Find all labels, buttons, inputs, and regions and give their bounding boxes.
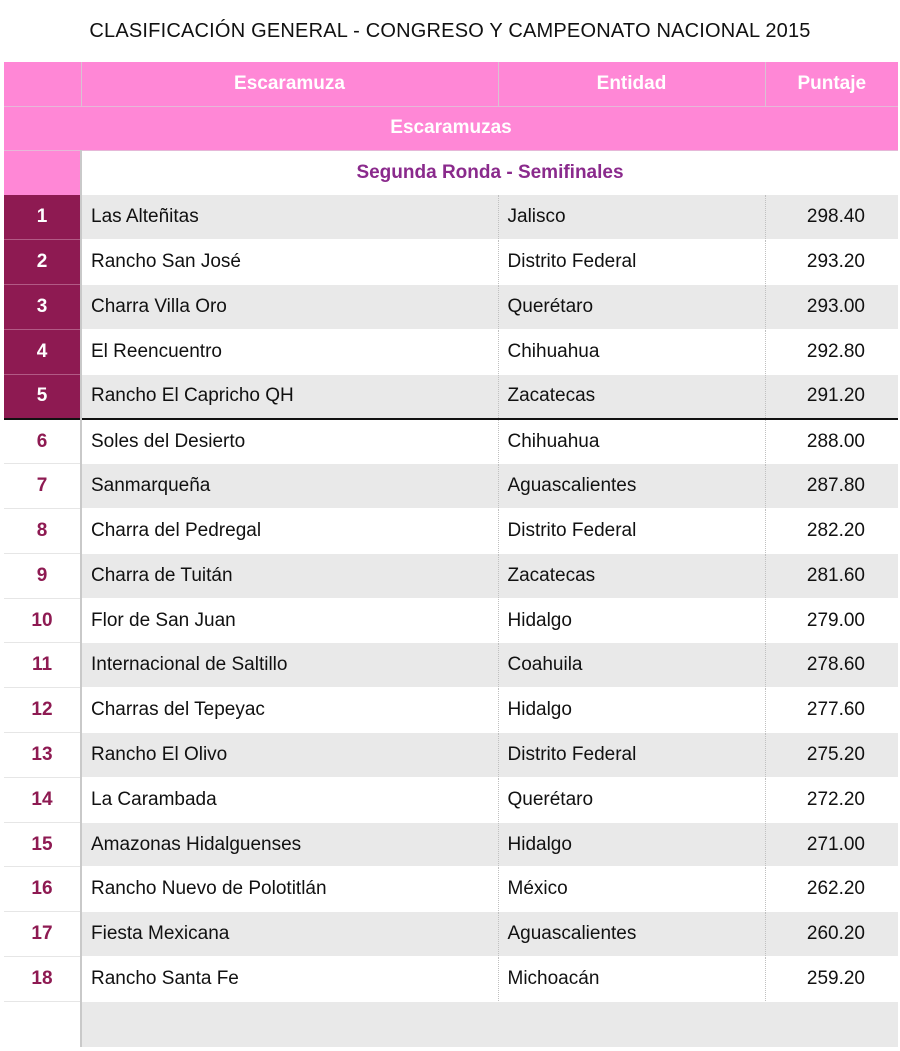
entity-cell: Jalisco (498, 195, 765, 240)
score-cell: 287.80 (765, 464, 898, 509)
rank-cell: 15 (4, 822, 81, 867)
score-cell: 277.60 (765, 688, 898, 733)
score-cell: 271.00 (765, 822, 898, 867)
standings-table (4, 62, 898, 1047)
entity-cell: Hidalgo (498, 822, 765, 867)
escaramuza-name-cell: Rancho El Olivo (81, 733, 498, 778)
rank-cell: 3 (4, 285, 81, 330)
score-cell: 278.60 (765, 643, 898, 688)
table-row (4, 285, 898, 330)
rank-cell: 2 (4, 240, 81, 285)
table-row (4, 509, 898, 554)
rank-cell: 13 (4, 733, 81, 778)
score-column-header: Puntaje (765, 62, 898, 106)
round-row (4, 150, 898, 195)
score-cell: 259.20 (765, 957, 898, 1002)
rank-cell: 7 (4, 464, 81, 509)
table-row (4, 822, 898, 867)
table-header-row (4, 62, 898, 106)
entity-cell: Distrito Federal (498, 509, 765, 554)
name-column-header: Escaramuza (81, 62, 498, 106)
entity-cell: Distrito Federal (498, 733, 765, 778)
rank-cell: 17 (4, 912, 81, 957)
escaramuza-name-cell: El Reencuentro (81, 329, 498, 374)
entity-cell: Coahuila (498, 643, 765, 688)
escaramuza-name-cell: Rancho El Capricho QH (81, 374, 498, 419)
section-label: Escaramuzas (4, 106, 898, 150)
escaramuza-name-cell: Fiesta Mexicana (81, 912, 498, 957)
score-cell: 279.00 (765, 598, 898, 643)
score-cell: 293.20 (765, 240, 898, 285)
entity-cell: Chihuahua (498, 329, 765, 374)
section-row (4, 106, 898, 150)
score-cell: 260.20 (765, 912, 898, 957)
rank-cell: 8 (4, 509, 81, 554)
rank-cell: 16 (4, 867, 81, 912)
table-row (4, 957, 898, 1002)
rank-cell: 10 (4, 598, 81, 643)
table-row (4, 240, 898, 285)
round-label: Segunda Ronda - Semifinales (81, 150, 898, 195)
escaramuza-name-cell: Las Alteñitas (81, 195, 498, 240)
escaramuza-name-cell: Flor de San Juan (81, 598, 498, 643)
entity-cell: Zacatecas (498, 553, 765, 598)
entity-cell: Querétaro (498, 285, 765, 330)
entity-cell: Zacatecas (498, 374, 765, 419)
table-row (4, 464, 898, 509)
rank-cell: 5 (4, 374, 81, 419)
empty-footer-row (4, 1001, 898, 1047)
escaramuza-name-cell: Charras del Tepeyac (81, 688, 498, 733)
escaramuza-name-cell: Rancho Santa Fe (81, 957, 498, 1002)
score-cell: 291.20 (765, 374, 898, 419)
table-row (4, 195, 898, 240)
rank-cell: 9 (4, 553, 81, 598)
table-row (4, 643, 898, 688)
escaramuza-name-cell: Charra Villa Oro (81, 285, 498, 330)
rank-cell: 14 (4, 777, 81, 822)
rank-column-header (4, 62, 81, 106)
score-cell: 298.40 (765, 195, 898, 240)
entity-cell: Aguascalientes (498, 464, 765, 509)
rank-cell: 11 (4, 643, 81, 688)
table-row (4, 374, 898, 419)
rank-cell: 1 (4, 195, 81, 240)
entity-cell: Aguascalientes (498, 912, 765, 957)
table-row (4, 733, 898, 778)
score-cell: 292.80 (765, 329, 898, 374)
score-cell: 288.00 (765, 419, 898, 464)
entity-cell: Distrito Federal (498, 240, 765, 285)
round-rank-cell (4, 150, 81, 195)
entity-cell: Querétaro (498, 777, 765, 822)
score-cell: 275.20 (765, 733, 898, 778)
rank-cell: 12 (4, 688, 81, 733)
score-cell: 262.20 (765, 867, 898, 912)
rank-cell: 6 (4, 419, 81, 464)
page-title: CLASIFICACIÓN GENERAL - CONGRESO Y CAMPEONATO NACIONAL 2015 (89, 19, 811, 42)
entity-cell: Hidalgo (498, 598, 765, 643)
score-cell: 281.60 (765, 553, 898, 598)
empty-fill-cell (81, 1001, 898, 1047)
table-row (4, 688, 898, 733)
entity-cell: México (498, 867, 765, 912)
table-row (4, 419, 898, 464)
entity-cell: Michoacán (498, 957, 765, 1002)
escaramuza-name-cell: Charra de Tuitán (81, 553, 498, 598)
empty-rank-cell (4, 1001, 81, 1047)
rank-cell: 4 (4, 329, 81, 374)
score-cell: 282.20 (765, 509, 898, 554)
rank-cell: 18 (4, 957, 81, 1002)
table-row (4, 553, 898, 598)
escaramuza-name-cell: Sanmarqueña (81, 464, 498, 509)
escaramuza-name-cell: Rancho Nuevo de Polotitlán (81, 867, 498, 912)
table-row (4, 912, 898, 957)
escaramuza-name-cell: Soles del Desierto (81, 419, 498, 464)
table-row (4, 867, 898, 912)
table-row (4, 329, 898, 374)
table-row (4, 598, 898, 643)
table-row (4, 777, 898, 822)
score-cell: 272.20 (765, 777, 898, 822)
entity-cell: Hidalgo (498, 688, 765, 733)
escaramuza-name-cell: Rancho San José (81, 240, 498, 285)
escaramuza-name-cell: La Carambada (81, 777, 498, 822)
escaramuza-name-cell: Charra del Pedregal (81, 509, 498, 554)
entity-cell: Chihuahua (498, 419, 765, 464)
entity-column-header: Entidad (498, 62, 765, 106)
escaramuza-name-cell: Amazonas Hidalguenses (81, 822, 498, 867)
escaramuza-name-cell: Internacional de Saltillo (81, 643, 498, 688)
score-cell: 293.00 (765, 285, 898, 330)
